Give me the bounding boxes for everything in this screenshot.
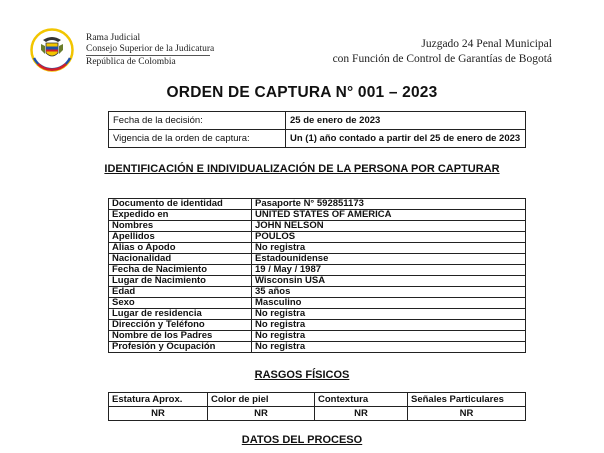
institution-line: República de Colombia [86, 57, 176, 67]
table-row [109, 276, 526, 287]
field-value: Masculino [252, 298, 526, 309]
field-value: No registra [252, 243, 526, 254]
section-heading-text: RASGOS FÍSICOS [254, 369, 350, 381]
field-label: Alias o Apodo [109, 243, 252, 254]
institution-line: Rama Judicial [86, 33, 141, 43]
field-label: Lugar de Nacimiento [109, 276, 252, 287]
decision-table [108, 111, 526, 148]
field-value: 35 años [252, 287, 526, 298]
field-label: Apellidos [109, 232, 252, 243]
table-row [109, 320, 526, 331]
court-line: con Función de Control de Garantías de Bogotá [332, 53, 552, 65]
table-row [109, 243, 526, 254]
identification-heading [0, 163, 604, 176]
physical-heading [0, 369, 604, 382]
table-row [109, 287, 526, 298]
process-heading [0, 434, 604, 447]
field-value: No registra [252, 331, 526, 342]
field-value: JOHN NELSON [252, 221, 526, 232]
table-row [109, 232, 526, 243]
field-value: Estadounidense [252, 254, 526, 265]
colombia-coat-of-arms-icon [30, 28, 74, 72]
identification-table [108, 198, 526, 353]
field-label: Sexo [109, 298, 252, 309]
section-heading-text: DATOS DEL PROCESO [241, 434, 363, 446]
table-cell: NR [408, 407, 526, 421]
validity-value: Un (1) año contado a partir del 25 de enero de 2023 [286, 130, 526, 148]
table-row [109, 130, 526, 148]
table-row [109, 342, 526, 353]
table-row [109, 199, 526, 210]
table-row [109, 309, 526, 320]
table-row [109, 407, 526, 421]
table-row [109, 265, 526, 276]
column-header: Estatura Aprox. [109, 393, 208, 407]
decision-date-label: Fecha de la decisión: [109, 112, 286, 130]
field-value: 19 / May / 1987 [252, 265, 526, 276]
column-header: Contextura [315, 393, 408, 407]
institution-block [86, 33, 214, 68]
physical-traits-table [108, 392, 526, 421]
table-row [109, 331, 526, 342]
table-row [109, 221, 526, 232]
institution-line: Consejo Superior de la Judicatura [86, 43, 215, 54]
field-value: No registra [252, 342, 526, 353]
field-label: Fecha de Nacimiento [109, 265, 252, 276]
field-label: Expedido en [109, 210, 252, 221]
document-title: ORDEN DE CAPTURA N° 001 – 2023 [166, 84, 438, 101]
decision-date-value: 25 de enero de 2023 [286, 112, 526, 130]
court-name [333, 37, 552, 67]
field-value: No registra [252, 309, 526, 320]
field-value: Wisconsin USA [252, 276, 526, 287]
section-heading-text: IDENTIFICACIÓN E INDIVIDUALIZACIÓN DE LA PERSONA POR CAPTURAR [104, 163, 500, 175]
field-label: Lugar de residencia [109, 309, 252, 320]
table-row [109, 112, 526, 130]
table-header-row [109, 393, 526, 407]
validity-label: Vigencia de la orden de captura: [109, 130, 286, 148]
table-row [109, 254, 526, 265]
column-header: Color de piel [208, 393, 315, 407]
table-cell: NR [109, 407, 208, 421]
court-line: Juzgado 24 Penal Municipal [421, 38, 552, 50]
field-label: Edad [109, 287, 252, 298]
table-row [109, 298, 526, 309]
field-value: POULOS [252, 232, 526, 243]
column-header: Señales Particulares [408, 393, 526, 407]
document-header [0, 0, 604, 78]
field-label: Nombres [109, 221, 252, 232]
field-label: Profesión y Ocupación [109, 342, 252, 353]
divider [86, 55, 210, 56]
field-label: Nombre de los Padres [109, 331, 252, 342]
field-label: Nacionalidad [109, 254, 252, 265]
field-value: Pasaporte N° 592851173 [252, 199, 526, 210]
field-label: Dirección y Teléfono [109, 320, 252, 331]
table-row [109, 210, 526, 221]
table-cell: NR [315, 407, 408, 421]
field-value: No registra [252, 320, 526, 331]
field-value: UNITED STATES OF AMERICA [252, 210, 526, 221]
table-cell: NR [208, 407, 315, 421]
field-label: Documento de identidad [109, 199, 252, 210]
